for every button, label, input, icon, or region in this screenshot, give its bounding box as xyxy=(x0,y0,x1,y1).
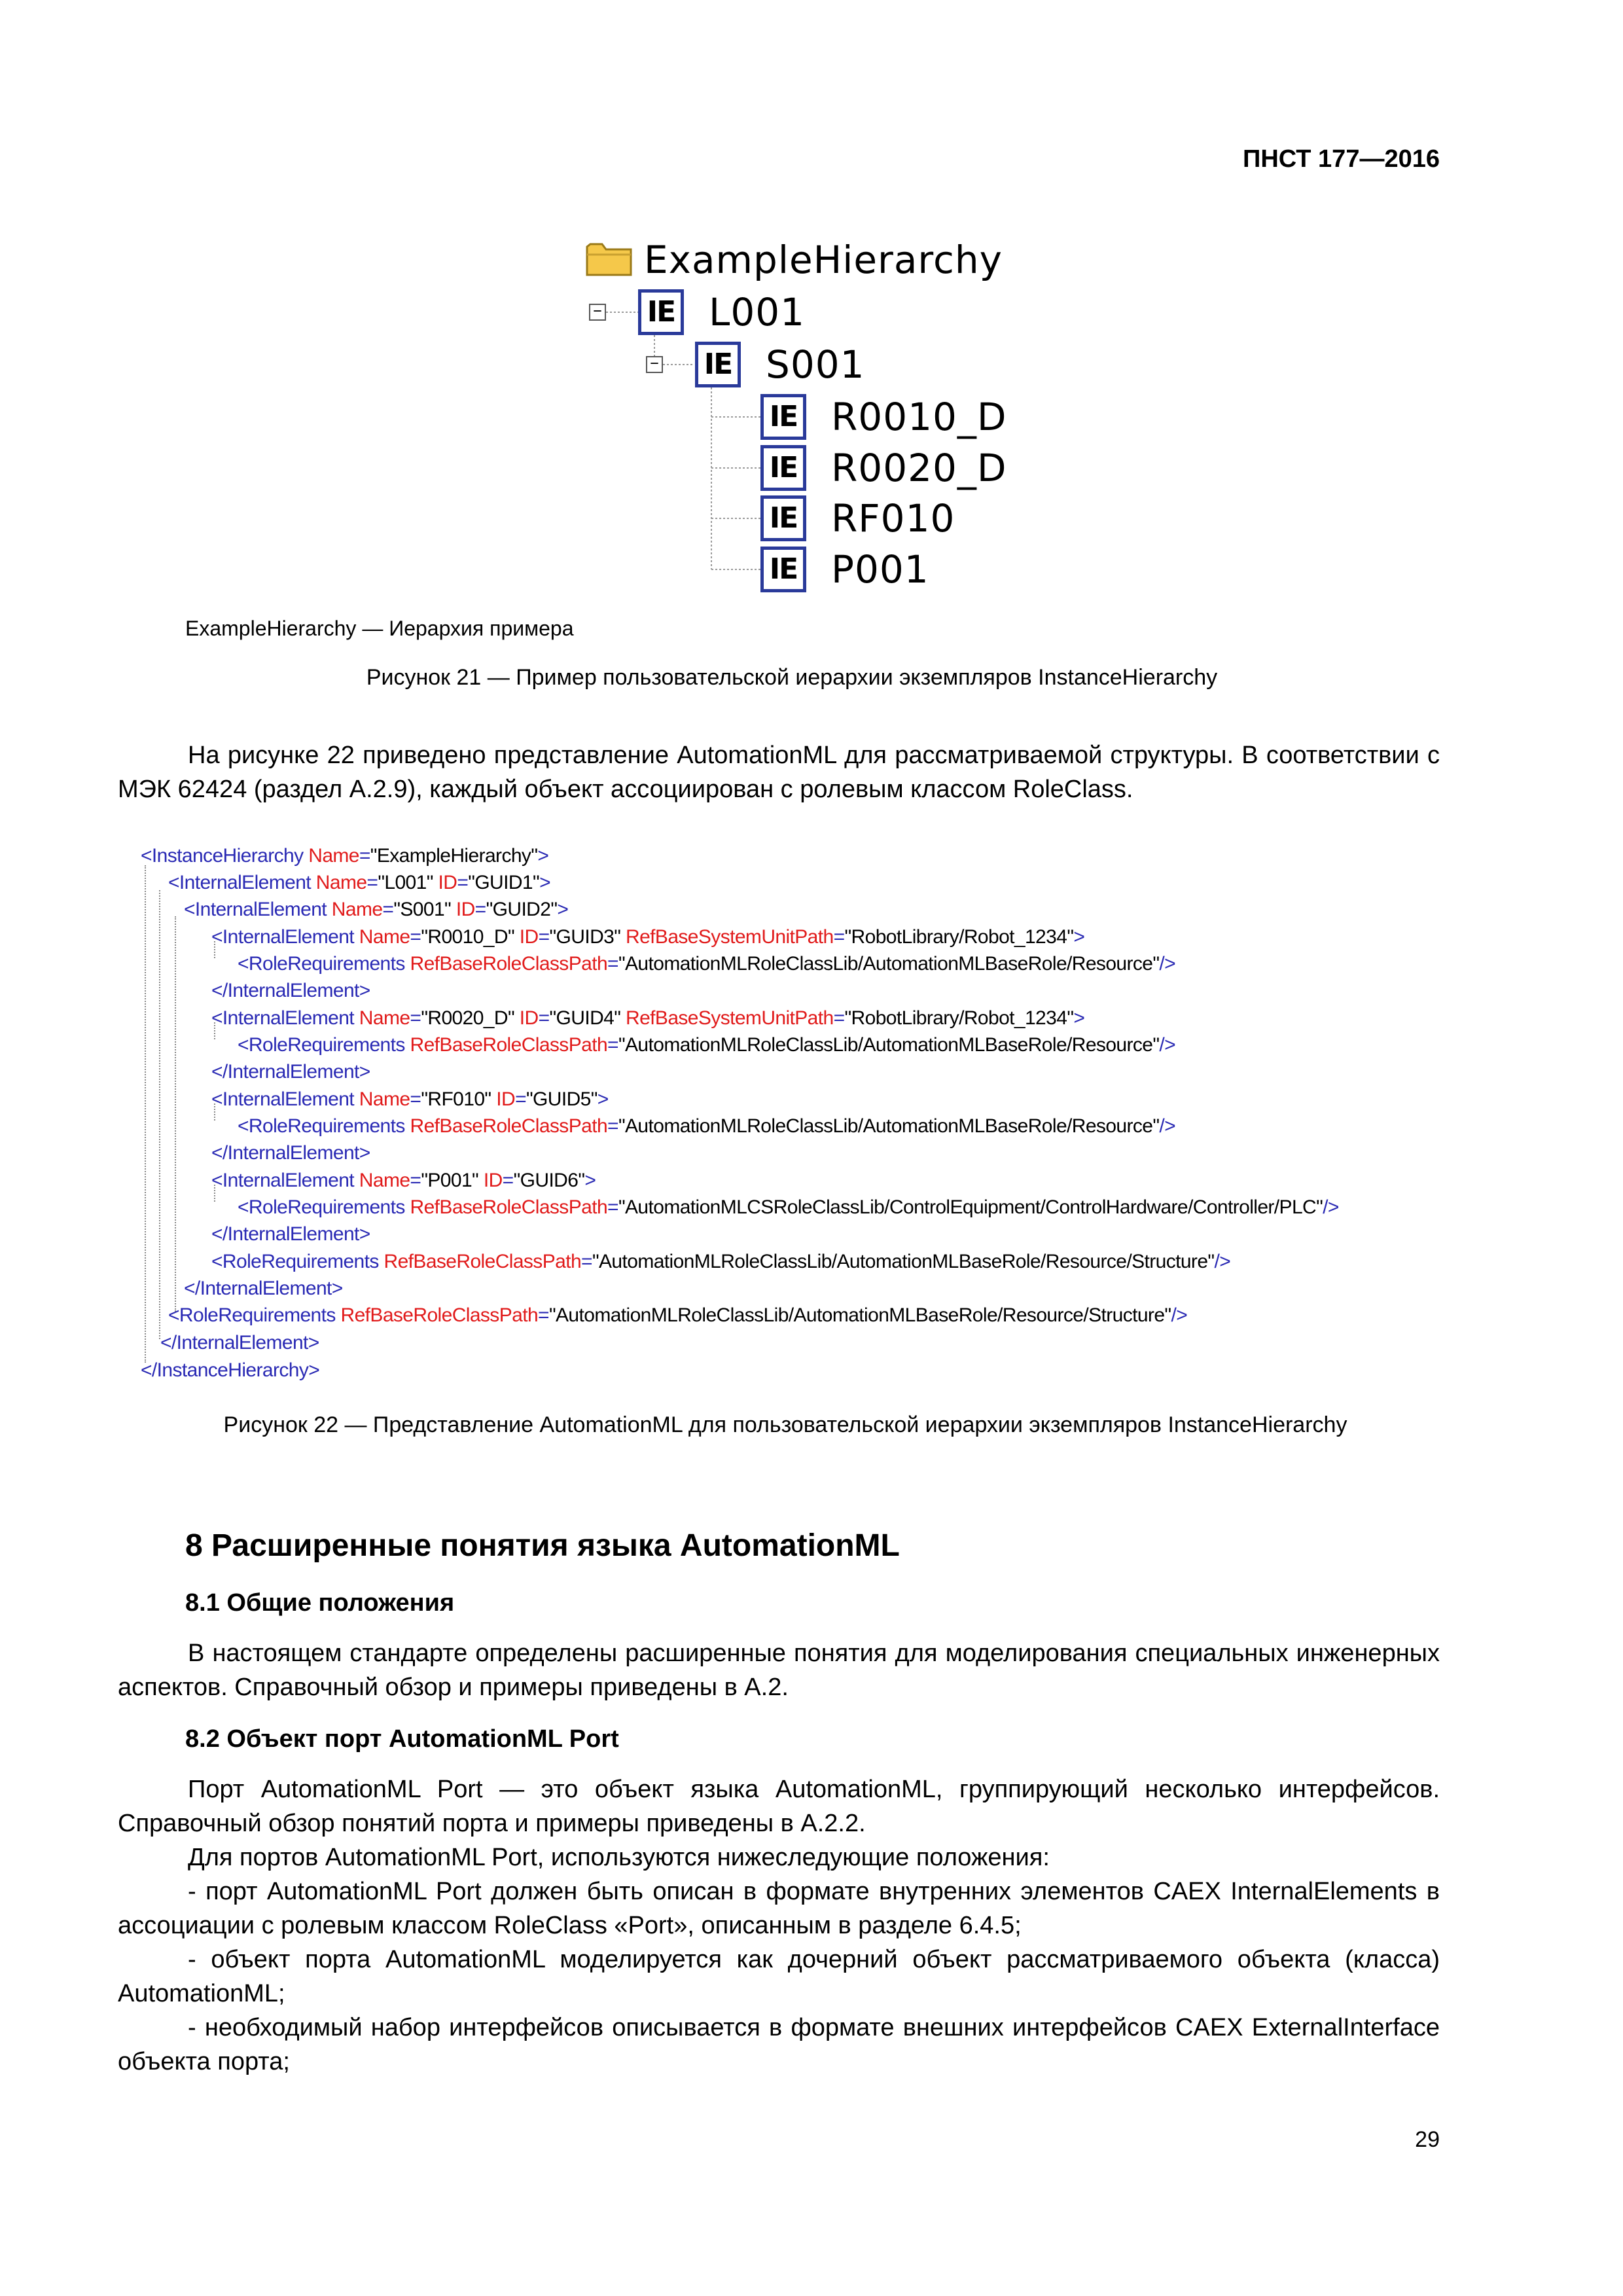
list-item: - необходимый набор интерфейсов описывается в формате внешних интерфейсов CAEX ExternalInterface объекта порта; xyxy=(118,2014,1440,2075)
collapse-toggle-s001[interactable]: − xyxy=(646,356,663,373)
ie-icon: IE xyxy=(638,289,684,335)
tree-node-l001[interactable]: L001 xyxy=(709,290,806,334)
xml-line: <RoleRequirements RefBaseRoleClassPath="AutomationMLCSRoleClassLib/ControlEquipment/ControlHardware/Controller/PLC"/> xyxy=(238,1196,1339,1218)
instance-hierarchy-tree xyxy=(576,236,1073,602)
figure22-caption: Рисунок 22 — Представление AutomationML для пользовательской иерархии экземпляров InstanceHierarchy xyxy=(223,1412,1347,1437)
section-8-1-paragraph xyxy=(118,1636,1440,1704)
tree-root-label: ExampleHierarchy xyxy=(644,238,1003,282)
tree-leaf-r0020d[interactable]: R0020_D xyxy=(831,446,1007,490)
xml-line: <InternalElement Name="P001" ID="GUID6"> xyxy=(211,1170,596,1191)
xml-line: </InstanceHierarchy> xyxy=(141,1359,320,1381)
ie-icon: IE xyxy=(695,342,741,387)
section-8-2-heading: 8.2 Объект порт AutomationML Port xyxy=(185,1725,619,1753)
section-8-1-heading: 8.1 Общие положения xyxy=(185,1589,455,1617)
tree-node-s001[interactable]: S001 xyxy=(766,342,865,387)
tree-leaf-rf010[interactable]: RF010 xyxy=(831,496,955,541)
xml-line: <RoleRequirements RefBaseRoleClassPath="AutomationMLRoleClassLib/AutomationMLBaseRole/Resource"/> xyxy=(238,1115,1176,1137)
xml-line: <InternalElement Name="R0020_D" ID="GUID4" RefBaseSystemUnitPath="RobotLibrary/Robot_1234"> xyxy=(211,1007,1085,1029)
paragraph-text: Для портов AutomationML Port, используются нижеследующие положения: xyxy=(188,1844,1050,1871)
document-header-id: ПНСТ 177—2016 xyxy=(1243,145,1440,173)
ie-icon: IE xyxy=(760,394,806,440)
xml-line: </InternalElement> xyxy=(160,1332,319,1354)
xml-listing xyxy=(141,843,1450,1386)
tree-leaf-r0010d[interactable]: R0010_D xyxy=(831,395,1007,439)
xml-line: <InstanceHierarchy Name="ExampleHierarchy"> xyxy=(141,845,549,867)
xml-line: <InternalElement Name="L001" ID="GUID1"> xyxy=(168,872,550,893)
indent-guide xyxy=(159,890,160,1339)
xml-line: <RoleRequirements RefBaseRoleClassPath="AutomationMLRoleClassLib/AutomationMLBaseRole/Resource"/> xyxy=(238,953,1176,975)
xml-line: </InternalElement> xyxy=(184,1278,343,1299)
paragraph-text: Порт AutomationML Port — это объект языка AutomationML, группирующий несколько интерфейсов. Справочный обзор понятий порта и примеры приведены в А.2.2. xyxy=(118,1776,1440,1837)
ie-icon: IE xyxy=(760,547,806,592)
xml-line: <InternalElement Name="S001" ID="GUID2"> xyxy=(184,899,569,920)
ie-icon: IE xyxy=(760,495,806,541)
paragraph-text: В настоящем стандарте определены расширенные понятия для моделирования специальных инженерных аспектов. Справочный обзор и примеры приведены в А.2. xyxy=(118,1640,1440,1701)
xml-line: </InternalElement> xyxy=(211,980,370,1001)
xml-line: <RoleRequirements RefBaseRoleClassPath="AutomationMLRoleClassLib/AutomationMLBaseRole/Resource/Structure"/> xyxy=(168,1304,1188,1326)
ie-icon: IE xyxy=(760,445,806,491)
indent-guide xyxy=(145,865,146,1363)
folder-icon xyxy=(585,239,633,278)
section-8-2-body xyxy=(118,1772,1440,2079)
xml-line: </InternalElement> xyxy=(211,1223,370,1245)
figure21-caption: Рисунок 21 — Пример пользовательской иерархии экземпляров InstanceHierarchy xyxy=(366,665,1218,690)
collapse-toggle-l001[interactable]: − xyxy=(589,304,606,321)
list-item: - порт AutomationML Port должен быть описан в формате внутренних элементов CAEX InternalElements в ассоциации с ролевым классом RoleClass «Port», описанным в разделе 6.4.5; xyxy=(118,1878,1440,1939)
paragraph-figure22-intro xyxy=(118,738,1440,806)
xml-line: <RoleRequirements RefBaseRoleClassPath="AutomationMLRoleClassLib/AutomationMLBaseRole/Resource/Structure"/> xyxy=(211,1251,1231,1272)
xml-line: <InternalElement Name="R0010_D" ID="GUID3" RefBaseSystemUnitPath="RobotLibrary/Robot_1234"> xyxy=(211,926,1085,948)
tree-leaf-p001[interactable]: P001 xyxy=(831,547,929,592)
page-number: 29 xyxy=(1415,2127,1440,2152)
xml-line: </InternalElement> xyxy=(211,1142,370,1164)
section-8-heading: 8 Расширенные понятия языка AutomationML xyxy=(185,1528,900,1563)
xml-line: </InternalElement> xyxy=(211,1061,370,1083)
indent-guide xyxy=(175,916,176,1312)
figure21-legend: ExampleHierarchy — Иерархия примера xyxy=(185,617,574,640)
paragraph-text: На рисунке 22 приведено представление AutomationML для рассматриваемой структуры. В соответствии с МЭК 62424 (раздел А.2.9), каждый объект ассоциирован с ролевым классом RoleClass. xyxy=(118,742,1440,803)
xml-line: <InternalElement Name="RF010" ID="GUID5"> xyxy=(211,1088,609,1110)
list-item: - объект порта AutomationML моделируется как дочерний объект рассматриваемого объекта (класса) AutomationML; xyxy=(118,1946,1440,2007)
xml-line: <RoleRequirements RefBaseRoleClassPath="AutomationMLRoleClassLib/AutomationMLBaseRole/Resource"/> xyxy=(238,1034,1176,1056)
